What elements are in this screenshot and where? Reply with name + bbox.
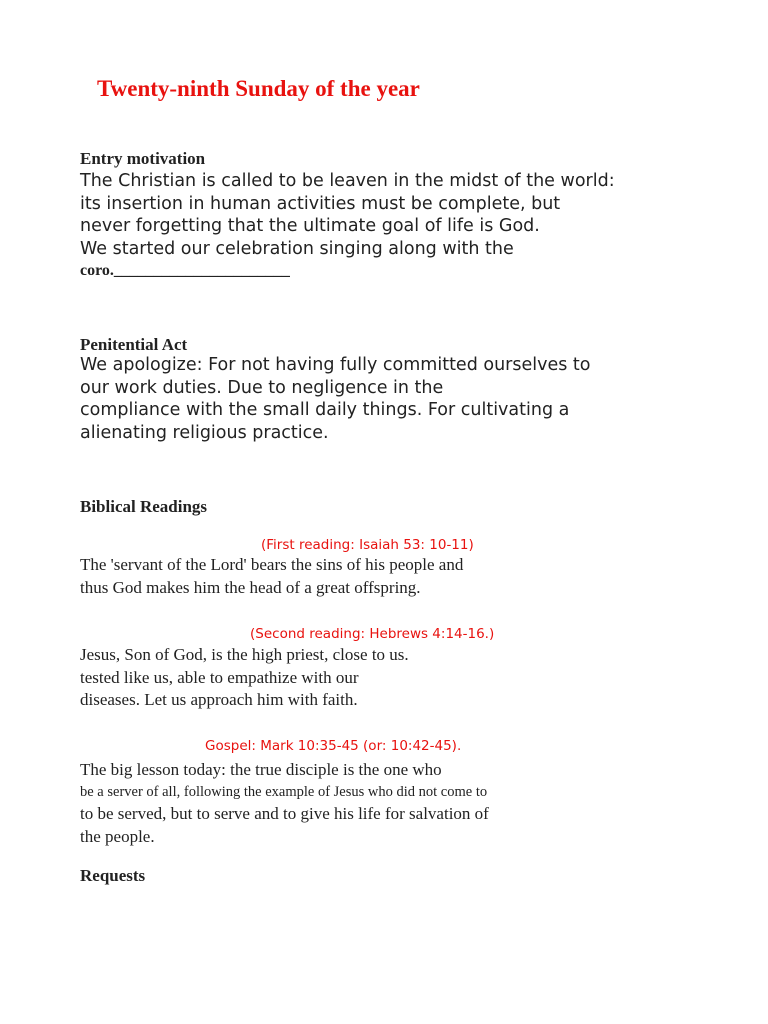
second-reading-line: tested like us, able to empathize with our	[80, 667, 359, 687]
entry-motivation-heading: Entry motivation	[80, 149, 206, 168]
biblical-readings-heading: Biblical Readings	[80, 497, 208, 516]
first-reading-line: The 'servant of the Lord' bears the sins of his people and	[80, 555, 464, 574]
entry-line: The Christian is called to be leaven in the midst of the world:	[80, 171, 615, 191]
penitential-line: alienating religious practice.	[80, 423, 329, 444]
page-title: Twenty-ninth Sunday of the year	[97, 76, 420, 101]
second-reading-line: diseases. Let us approach him with faith.	[80, 690, 358, 709]
penitential-line: compliance with the small daily things. For cultivating a	[80, 400, 570, 421]
penitential-act-heading: Penitential Act	[80, 335, 188, 354]
gospel-line: The big lesson today: the true disciple is the one who	[80, 760, 442, 779]
entry-motivation-text	[80, 170, 615, 261]
first-reading-text	[80, 554, 463, 599]
entry-line: never forgetting that the ultimate goal of life is God.	[80, 216, 540, 237]
second-reading-reference: (Second reading: Hebrews 4:14-16.)	[250, 626, 495, 642]
penitential-line: our work duties. Due to negligence in the	[80, 377, 444, 398]
penitential-line: We apologize: For not having fully committed ourselves to	[80, 355, 591, 375]
gospel-line: be a server of all, following the example of Jesus who did not come to	[80, 784, 488, 800]
second-reading-line: Jesus, Son of God, is the high priest, close to us.	[80, 645, 409, 664]
gospel-line: the people.	[80, 827, 155, 846]
entry-coro-line: coro.______________________	[80, 262, 290, 279]
second-reading-text	[80, 644, 409, 712]
penitential-act-text	[80, 354, 590, 445]
first-reading-reference: (First reading: Isaiah 53: 10-11)	[261, 537, 474, 553]
entry-line: its insertion in human activities must be complete, but	[80, 193, 561, 214]
first-reading-line: thus God makes him the head of a great offspring.	[80, 577, 421, 597]
gospel-line: to be served, but to serve and to give his life for salvation of	[80, 804, 489, 823]
gospel-reference: Gospel: Mark 10:35-45 (or: 10:42-45).	[205, 738, 462, 754]
entry-line: We started our celebration singing along with the	[80, 239, 514, 260]
requests-heading: Requests	[80, 866, 146, 885]
